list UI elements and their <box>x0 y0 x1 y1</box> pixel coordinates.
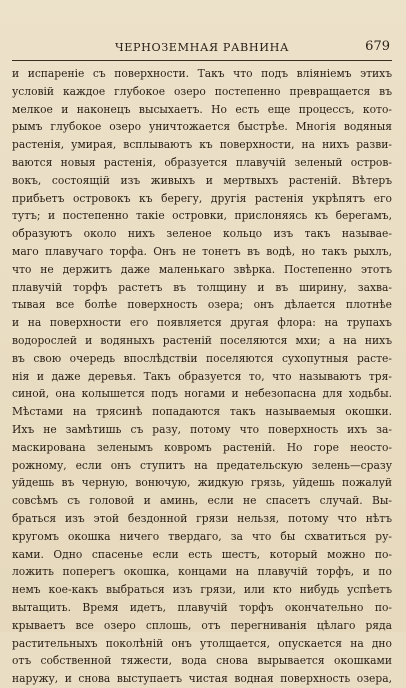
text-line: отъ собственной тяжести, вода снова вырывается окошками <box>12 654 392 668</box>
text-line: образуютъ около нихъ зеленое кольцо изъ такъ называе- <box>12 227 392 241</box>
text-line: водорослей и водяныхъ растеній поселяются мхи; а на нихъ <box>12 333 392 347</box>
text-line: тывая все болѣе поверхность озера; онъ дѣлается плотнѣе <box>12 298 392 312</box>
text-line: и на поверхности его появляется другая флора: на трупахъ <box>12 316 392 330</box>
text-line: плавучій торфъ растетъ въ толщину и въ ширину, захва- <box>12 280 392 294</box>
text-line: уйдешь въ черную, вонючую, жидкую грязь, уйдешь пожалуй <box>12 476 392 490</box>
text-line: вытащить. Время идетъ, плавучій торфъ окончательно по- <box>12 600 392 614</box>
page-number: 679 <box>365 39 390 54</box>
running-title: ЧЕРНОЗЕМНАЯ РАВНИНА <box>114 41 290 54</box>
header-rule <box>12 60 392 61</box>
text-line: маго плавучаго торфа. Онъ не тонетъ въ водѣ, но такъ рыхлъ, <box>12 244 392 258</box>
text-line: условій каждое глубокое озеро постепенно превращается въ <box>12 84 392 98</box>
text-line: растенія, умирая, всплываютъ къ поверхности, на нихъ разви- <box>12 138 392 152</box>
text-line: нія и даже деревья. Такъ образуется то, что называютъ тря- <box>12 369 392 383</box>
text-line: синой, она колышется подъ ногами и небезопасна для ходьбы. <box>12 387 392 401</box>
text-line: немъ кое-какъ выбраться изъ грязи, или кто нибудь успѣетъ <box>12 583 392 597</box>
text-line: растительныхъ поколѣній онъ утолщается, опускается на дно <box>12 636 392 650</box>
text-line: и испареніе съ поверхности. Такъ что подъ вліяніемъ этихъ <box>12 67 392 80</box>
text-line: тутъ; и постепенно такіе островки, прислоняясь къ берегамъ, <box>12 209 392 223</box>
text-line: рымъ глубокое озеро уничтожается быстрѣе. Многія водяныя <box>12 120 392 134</box>
text-line: Ихъ не замѣтишь съ разу, потому что поверхность ихъ за- <box>12 422 392 436</box>
text-line: въ свою очередь впослѣдствіи поселяются сухопутныя расте- <box>12 351 392 365</box>
text-line: Мѣстами на трясинѣ попадаются такъ называемыя окошки. <box>12 405 392 419</box>
text-line: браться изъ этой бездонной грязи нельзя, потому что нѣтъ <box>12 511 392 525</box>
text-line: ложить поперегъ окошка, концами на плавучій торфъ, и по <box>12 565 392 579</box>
body-text <box>12 65 392 688</box>
text-line: маскирована зеленымъ ковромъ растеній. Но горе неосто- <box>12 440 392 454</box>
page-header <box>12 38 392 58</box>
text-line: кругомъ окошка ничего твердаго, за что бы схватиться ру- <box>12 529 392 543</box>
text-line: ваются новыя растенія, образуется плавучій зеленый остров- <box>12 155 392 169</box>
text-line: наружу, и снова выступаетъ чистая водная поверхность озера, <box>12 672 392 686</box>
text-line: рожному, если онъ ступитъ на предательскую зелень—сразу <box>12 458 392 472</box>
text-line: прибьетъ островокъ къ берегу, другія растенія укрѣпятъ его <box>12 191 392 205</box>
text-line: совсѣмъ съ головой и аминь, если не спасетъ случай. Вы- <box>12 494 392 508</box>
text-line: крываетъ все озеро сплошь, отъ перегниванія цѣлаго ряда <box>12 618 392 632</box>
text-line: мелкое и наконецъ высыхаетъ. Но есть еще процессъ, кото- <box>12 102 392 116</box>
text-line: ками. Одно спасенье если есть шестъ, который можно по- <box>12 547 392 561</box>
text-line: вокъ, состоящій изъ живыхъ и мертвыхъ растеній. Вѣтеръ <box>12 173 392 187</box>
text-line: что не держитъ даже маленькаго звѣрка. Постепенно этотъ <box>12 262 392 276</box>
